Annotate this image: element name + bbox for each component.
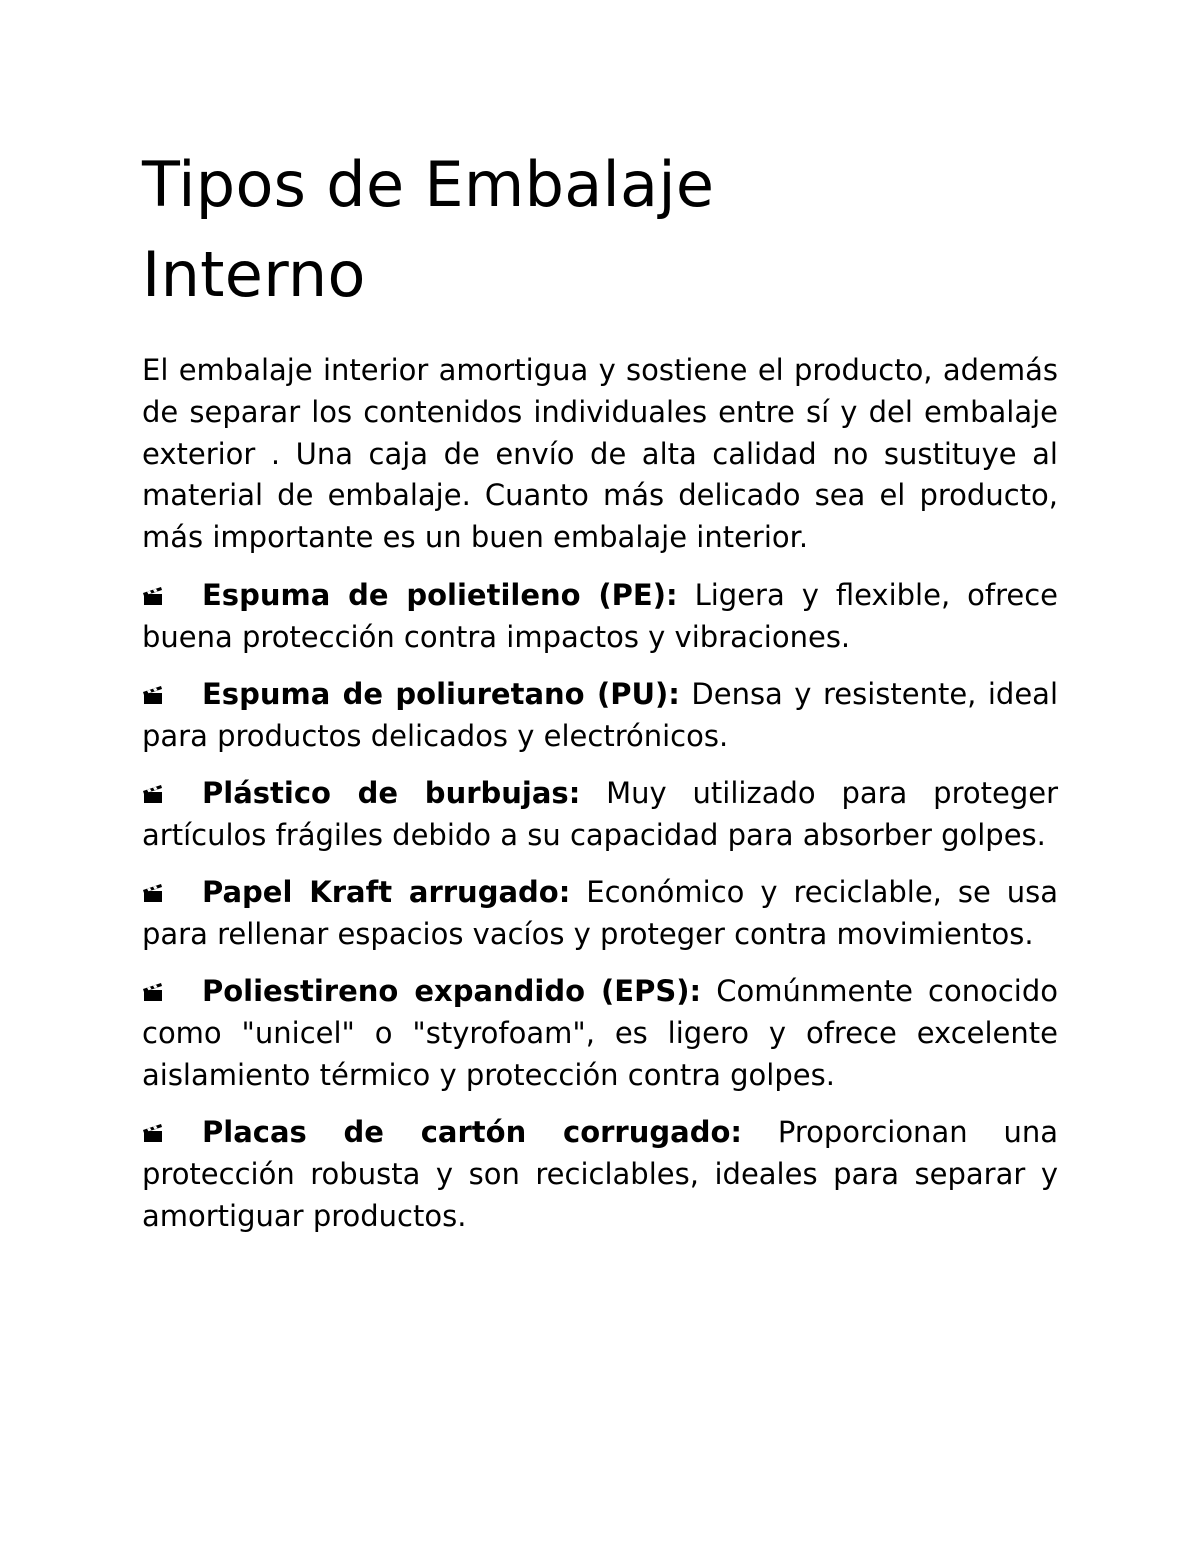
document-title [142,140,1058,320]
title-line-2: Interno [142,238,366,311]
item-term: Espuma de polietileno (PE): [202,577,678,612]
item-term: Espuma de poliuretano (PU): [202,676,680,711]
clapperboard-icon [142,585,164,607]
title-line-1: Tipos de Embalaje [142,148,715,221]
item-term: Poliestireno expandido (EPS): [202,973,702,1008]
clapperboard-icon [142,1122,164,1144]
item-text: Comúnmente conocido como "unicel" o "styrofoam", es ligero y ofrece excelente aislamiento térmico y protección contra golpes. [142,973,1058,1092]
list-item [142,970,1058,1096]
list-item [142,1111,1058,1237]
list-item [142,673,1058,757]
item-term: Placas de cartón corrugado: [202,1114,742,1149]
item-text: Muy utilizado para proteger artículos frágiles debido a su capacidad para absorber golpes. [142,775,1058,852]
item-list [142,574,1058,1237]
item-text: Densa y resistente, ideal para productos delicados y electrónicos. [142,676,1059,753]
clapperboard-icon [142,783,164,805]
clapperboard-icon [142,684,164,706]
list-item [142,772,1058,856]
item-text: Ligera y flexible, ofrece buena protección contra impactos y vibraciones. [142,577,1058,654]
clapperboard-icon [142,981,164,1003]
document-page [142,140,1058,1237]
item-term: Plástico de burbujas: [202,775,581,810]
clapperboard-icon [142,882,164,904]
item-term: Papel Kraft arrugado: [202,874,571,909]
intro-paragraph: El embalaje interior amortigua y sostiene el producto, además de separar los contenidos individuales entre sí y del embalaje exterior . Una caja de envío de alta calidad no sustituye al material de embalaje. Cuanto más delicado sea el producto, más importante es un buen embalaje interior. [142,353,1058,555]
list-item [142,871,1058,955]
item-text: Proporcionan una protección robusta y son reciclables, ideales para separar y amortiguar productos. [142,1114,1059,1233]
list-item [142,574,1058,658]
item-text: Económico y reciclable, se usa para rellenar espacios vacíos y proteger contra movimientos. [142,874,1058,951]
